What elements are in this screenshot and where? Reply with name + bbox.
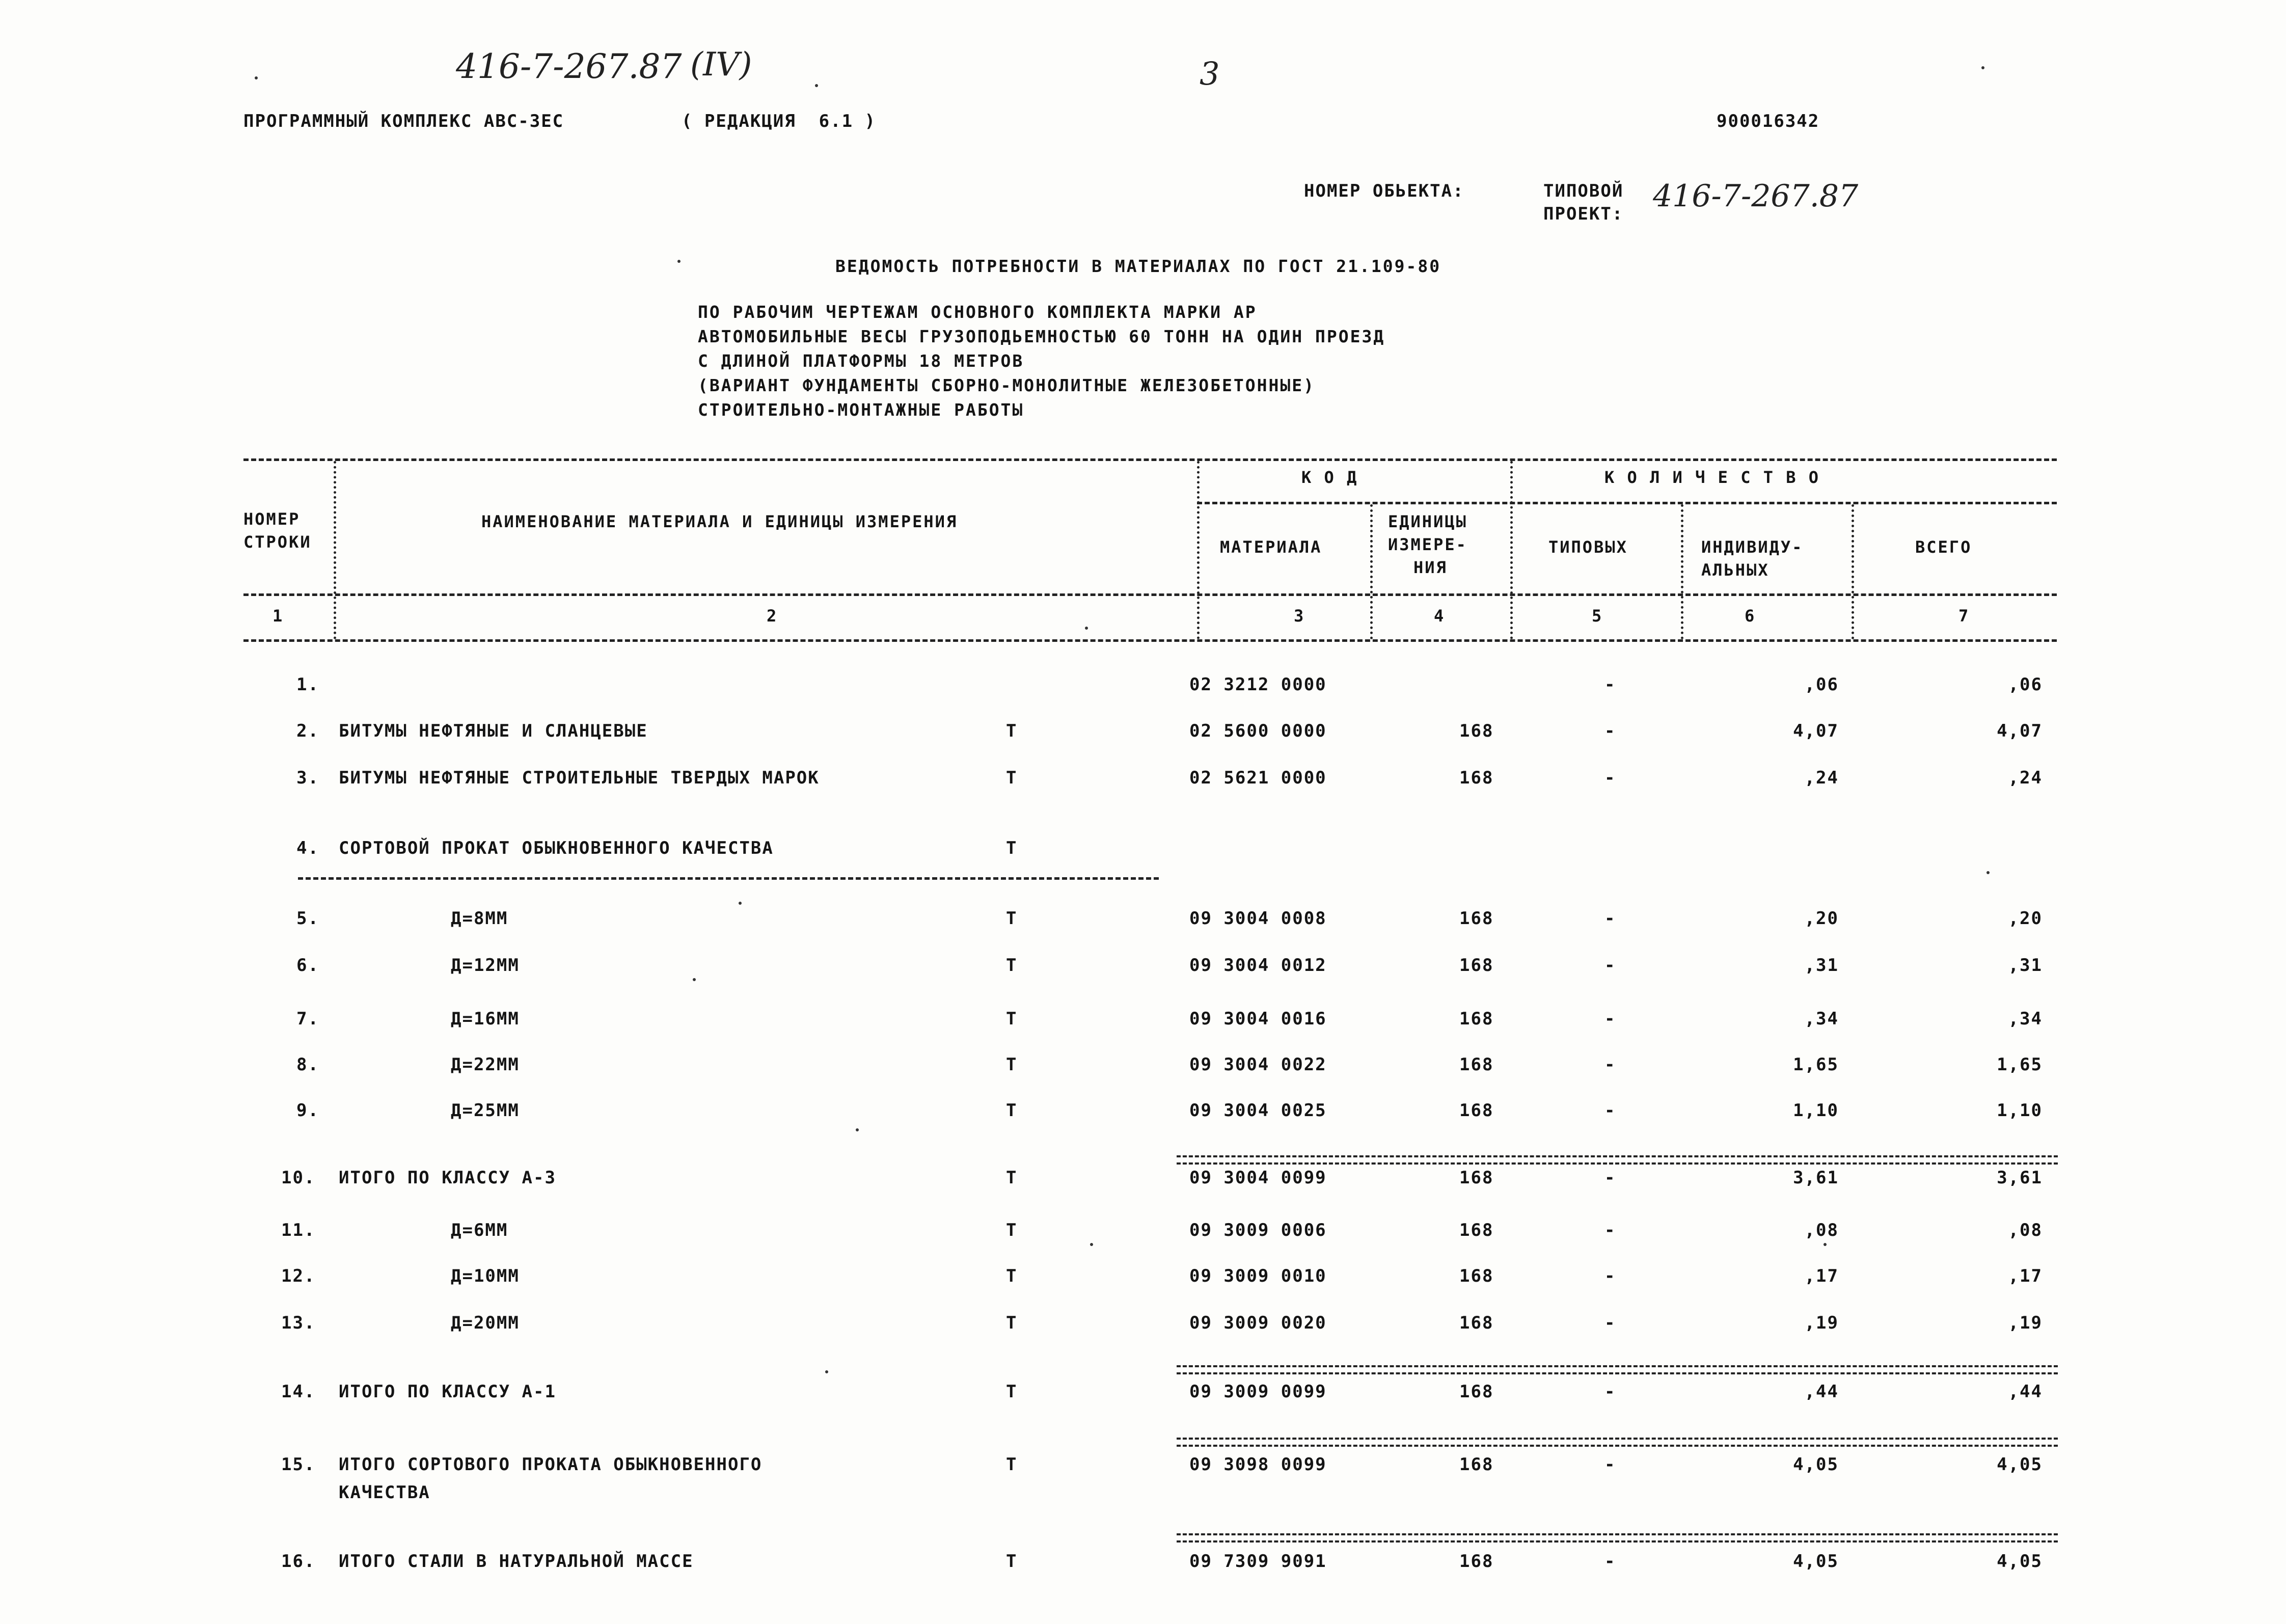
- handwritten-page-number: 3: [1200, 55, 1220, 92]
- program-edition: ( РЕДАКЦИЯ 6.1 ): [682, 111, 876, 131]
- scan-speck: [255, 76, 258, 79]
- subtotal-separator: [1177, 1533, 2058, 1542]
- row-typical: -: [1604, 674, 1616, 695]
- row-typical: -: [1604, 1313, 1616, 1333]
- subtotal-separator: [1177, 1155, 2058, 1165]
- row-total: ,31: [2008, 955, 2043, 976]
- row-unit-code: 168: [1459, 1009, 1494, 1029]
- col-divider-6: [1852, 504, 1854, 639]
- header-row-no-1: НОМЕР: [243, 509, 301, 529]
- row-individual: ,44: [1804, 1382, 1839, 1402]
- row-unit-letter: Т: [1006, 908, 1018, 929]
- col-number-7: 7: [1958, 606, 1970, 626]
- col-number-6: 6: [1745, 606, 1756, 626]
- row-material-name: Д=8ММ: [451, 908, 508, 929]
- row-material-code: 02 3212 0000: [1189, 674, 1327, 695]
- header-rule-code-split: [1197, 502, 2057, 504]
- header-typical: ТИПОВЫХ: [1548, 537, 1628, 557]
- handwritten-project-number: 416-7-267.87: [456, 47, 682, 86]
- subtitle-line-3: С ДЛИНОЙ ПЛАТФОРМЫ 18 МЕТРОВ: [698, 351, 1024, 371]
- row-number: 2.: [296, 721, 319, 741]
- row-typical: -: [1604, 1100, 1616, 1121]
- row-unit-letter: Т: [1006, 768, 1018, 788]
- row-total: 1,10: [1997, 1100, 2043, 1121]
- row-unit-letter: Т: [1006, 1551, 1018, 1572]
- row-unit-code: 168: [1459, 721, 1494, 741]
- row-material-name: Д=22ММ: [451, 1054, 520, 1075]
- row-total: ,24: [2008, 768, 2043, 788]
- row-number: 6.: [296, 955, 319, 976]
- scan-speck: [1986, 871, 1990, 874]
- row-number: 9.: [296, 1100, 319, 1121]
- row-individual: ,08: [1804, 1220, 1839, 1240]
- row-individual: ,34: [1804, 1009, 1839, 1029]
- row-material-code: 09 3004 0022: [1189, 1054, 1327, 1075]
- col-divider-4: [1510, 461, 1513, 639]
- row-unit-code: 168: [1459, 955, 1494, 976]
- handwritten-volume: (IV): [690, 46, 752, 84]
- row-material-name: ИТОГО СОРТОВОГО ПРОКАТА ОБЫКНОВЕННОГО: [339, 1454, 763, 1475]
- col-number-2: 2: [767, 606, 778, 626]
- row-individual: 4,07: [1793, 721, 1839, 741]
- row-material-name: БИТУМЫ НЕФТЯНЫЕ И СЛАНЦЕВЫЕ: [339, 721, 648, 741]
- scan-speck: [1085, 627, 1088, 630]
- row-typical: -: [1604, 955, 1616, 976]
- row-unit-letter: Т: [1006, 1054, 1018, 1075]
- row-material-code: 02 5621 0000: [1189, 768, 1327, 788]
- row-typical: -: [1604, 1168, 1616, 1188]
- row-number: 12.: [281, 1266, 316, 1286]
- row-unit-code: 168: [1459, 1100, 1494, 1121]
- row-total: 3,61: [1997, 1168, 2043, 1188]
- row-typical: -: [1604, 1382, 1616, 1402]
- row-material-code: 09 3004 0008: [1189, 908, 1327, 929]
- row-total: 4,05: [1997, 1454, 2043, 1475]
- scan-speck: [856, 1128, 859, 1131]
- row-unit-letter: Т: [1006, 721, 1018, 741]
- col-divider-3: [1370, 504, 1373, 639]
- handwritten-object-number: 416-7-267.87: [1653, 178, 1859, 214]
- row-unit-letter: Т: [1006, 1220, 1018, 1240]
- row-material-code: 09 3009 0010: [1189, 1266, 1327, 1286]
- row-material-code: 02 5600 0000: [1189, 721, 1327, 741]
- row-material-code: 09 7309 9091: [1189, 1551, 1327, 1572]
- col-divider-1: [334, 461, 336, 639]
- row-unit-code: 168: [1459, 908, 1494, 929]
- row-number: 5.: [296, 908, 319, 929]
- scan-speck: [1981, 66, 1984, 69]
- row-material-code: 09 3098 0099: [1189, 1454, 1327, 1475]
- col-number-5: 5: [1592, 606, 1603, 626]
- header-code-group: К О Д: [1301, 468, 1358, 487]
- row-individual: ,17: [1804, 1266, 1839, 1286]
- group-underline: [298, 877, 1159, 880]
- row-typical: -: [1604, 1454, 1616, 1475]
- row-unit-letter: Т: [1006, 1168, 1018, 1188]
- row-typical: -: [1604, 1266, 1616, 1286]
- row-individual: 4,05: [1793, 1551, 1839, 1572]
- row-unit-letter: Т: [1006, 1313, 1018, 1333]
- row-material-name: Д=10ММ: [451, 1266, 520, 1286]
- document-code: 900016342: [1717, 111, 1820, 131]
- row-total: ,19: [2008, 1313, 2043, 1333]
- scan-speck: [739, 902, 742, 905]
- scan-speck: [1824, 1243, 1827, 1246]
- row-material-name: БИТУМЫ НЕФТЯНЫЕ СТРОИТЕЛЬНЫЕ ТВЕРДЫХ МАРОК: [339, 768, 820, 788]
- col-divider-2: [1197, 461, 1200, 639]
- row-unit-letter: Т: [1006, 1100, 1018, 1121]
- row-total: ,20: [2008, 908, 2043, 929]
- row-material-code: 09 3009 0099: [1189, 1382, 1327, 1402]
- row-unit-code: 168: [1459, 1313, 1494, 1333]
- row-total: ,06: [2008, 674, 2043, 695]
- row-material-code: 09 3009 0006: [1189, 1220, 1327, 1240]
- header-rule-top: [243, 458, 2057, 461]
- row-number: 7.: [296, 1009, 319, 1029]
- col-number-4: 4: [1434, 606, 1446, 626]
- row-number: 3.: [296, 768, 319, 788]
- row-unit-code: 168: [1459, 1382, 1494, 1402]
- row-unit-letter: Т: [1006, 955, 1018, 976]
- object-number-label: НОМЕР ОБЬЕКТА:: [1304, 181, 1464, 201]
- row-unit-code: 168: [1459, 1454, 1494, 1475]
- header-individual-2: АЛЬНЫХ: [1701, 560, 1770, 580]
- row-material-code: 09 3004 0012: [1189, 955, 1327, 976]
- row-individual: ,06: [1804, 674, 1839, 695]
- row-total: ,34: [2008, 1009, 2043, 1029]
- row-individual: 1,65: [1793, 1054, 1839, 1075]
- row-individual: ,24: [1804, 768, 1839, 788]
- row-typical: -: [1604, 721, 1616, 741]
- row-typical: -: [1604, 768, 1616, 788]
- row-number: 13.: [281, 1313, 316, 1333]
- row-unit-code: 168: [1459, 1266, 1494, 1286]
- row-unit-letter: Т: [1006, 838, 1018, 858]
- row-number: 10.: [281, 1168, 316, 1188]
- program-name: ПРОГРАММНЫЙ КОМПЛЕКС АВС-3ЕС: [243, 111, 564, 131]
- row-total: 4,07: [1997, 721, 2043, 741]
- project-type-line2: ПРОЕКТ:: [1543, 204, 1624, 224]
- row-unit-code: 168: [1459, 1054, 1494, 1075]
- row-total: ,44: [2008, 1382, 2043, 1402]
- col-number-1: 1: [273, 606, 284, 626]
- header-unit-2: ИЗМЕРЕ-: [1388, 535, 1467, 554]
- row-material-name-cont: КАЧЕСТВА: [339, 1482, 430, 1503]
- row-material-name: ИТОГО ПО КЛАССУ А-3: [339, 1168, 556, 1188]
- row-unit-code: 168: [1459, 1168, 1494, 1188]
- project-type-line1: ТИПОВОЙ: [1543, 181, 1624, 201]
- header-total: ВСЕГО: [1915, 537, 1972, 557]
- row-typical: -: [1604, 1054, 1616, 1075]
- row-material-code: 09 3004 0025: [1189, 1100, 1327, 1121]
- row-material-name: Д=25ММ: [451, 1100, 520, 1121]
- row-number: 1.: [296, 674, 319, 695]
- row-material-name: ИТОГО ПО КЛАССУ А-1: [339, 1382, 556, 1402]
- row-material-name: Д=12ММ: [451, 955, 520, 976]
- row-number: 14.: [281, 1382, 316, 1402]
- scan-speck: [677, 260, 681, 263]
- row-individual: 1,10: [1793, 1100, 1839, 1121]
- row-typical: -: [1604, 1551, 1616, 1572]
- row-unit-letter: Т: [1006, 1266, 1018, 1286]
- row-unit-code: 168: [1459, 1551, 1494, 1572]
- header-row-no-2: СТРОКИ: [243, 532, 312, 552]
- header-material-code: МАТЕРИАЛА: [1220, 537, 1322, 557]
- row-number: 4.: [296, 838, 319, 858]
- row-unit-code: 168: [1459, 1220, 1494, 1240]
- scan-speck: [825, 1370, 828, 1373]
- scan-speck: [693, 978, 696, 981]
- header-quantity-group: К О Л И Ч Е С Т В О: [1604, 468, 1820, 487]
- row-individual: 4,05: [1793, 1454, 1839, 1475]
- row-total: 4,05: [1997, 1551, 2043, 1572]
- row-material-name: ИТОГО СТАЛИ В НАТУРАЛЬНОЙ МАССЕ: [339, 1551, 694, 1572]
- row-material-code: 09 3004 0016: [1189, 1009, 1327, 1029]
- row-material-name: СОРТОВОЙ ПРОКАТ ОБЫКНОВЕННОГО КАЧЕСТВА: [339, 838, 774, 858]
- header-unit-3: НИЯ: [1413, 558, 1448, 577]
- row-number: 16.: [281, 1551, 316, 1572]
- row-material-name: Д=20ММ: [451, 1313, 520, 1333]
- row-material-name: Д=6ММ: [451, 1220, 508, 1240]
- row-total: 1,65: [1997, 1054, 2043, 1075]
- col-number-3: 3: [1294, 606, 1305, 626]
- row-individual: ,19: [1804, 1313, 1839, 1333]
- header-material-name: НАИМЕНОВАНИЕ МАТЕРИАЛА И ЕДИНИЦЫ ИЗМЕРЕНИЯ: [481, 512, 958, 531]
- header-individual-1: ИНДИВИДУ-: [1701, 537, 1804, 557]
- col-divider-5: [1681, 504, 1683, 639]
- scan-speck: [1090, 1243, 1093, 1246]
- row-material-code: 09 3009 0020: [1189, 1313, 1327, 1333]
- subtitle-line-5: СТРОИТЕЛЬНО-МОНТАЖНЫЕ РАБОТЫ: [698, 400, 1024, 420]
- header-rule-columns: [243, 639, 2057, 642]
- row-number: 11.: [281, 1220, 316, 1240]
- header-unit-1: ЕДИНИЦЫ: [1388, 512, 1467, 531]
- row-individual: ,31: [1804, 955, 1839, 976]
- row-individual: 3,61: [1793, 1168, 1839, 1188]
- subtotal-separator: [1177, 1438, 2058, 1447]
- subtitle-line-4: (ВАРИАНТ ФУНДАМЕНТЫ СБОРНО-МОНОЛИТНЫЕ ЖЕЛЕЗОБЕТОННЫЕ): [698, 375, 1315, 395]
- row-typical: -: [1604, 1220, 1616, 1240]
- row-individual: ,20: [1804, 908, 1839, 929]
- row-typical: -: [1604, 1009, 1616, 1029]
- row-unit-code: 168: [1459, 768, 1494, 788]
- subtitle-line-1: ПО РАБОЧИМ ЧЕРТЕЖАМ ОСНОВНОГО КОМПЛЕКТА МАРКИ АР: [698, 302, 1257, 322]
- row-unit-letter: Т: [1006, 1009, 1018, 1029]
- subtitle-line-2: АВТОМОБИЛЬНЫЕ ВЕСЫ ГРУЗОПОДЬЕМНОСТЬЮ 60 ТОНН НА ОДИН ПРОЕЗД: [698, 327, 1385, 346]
- row-material-name: Д=16ММ: [451, 1009, 520, 1029]
- row-total: ,08: [2008, 1220, 2043, 1240]
- row-total: ,17: [2008, 1266, 2043, 1286]
- document-title: ВЕДОМОСТЬ ПОТРЕБНОСТИ В МАТЕРИАЛАХ ПО ГОСТ 21.109-80: [835, 256, 1441, 276]
- row-typical: -: [1604, 908, 1616, 929]
- row-number: 8.: [296, 1054, 319, 1075]
- row-material-code: 09 3004 0099: [1189, 1168, 1327, 1188]
- header-rule-bottom: [243, 593, 2057, 596]
- subtotal-separator: [1177, 1365, 2058, 1374]
- scan-speck: [815, 84, 818, 87]
- row-number: 15.: [281, 1454, 316, 1475]
- row-unit-letter: Т: [1006, 1382, 1018, 1402]
- row-unit-letter: Т: [1006, 1454, 1018, 1475]
